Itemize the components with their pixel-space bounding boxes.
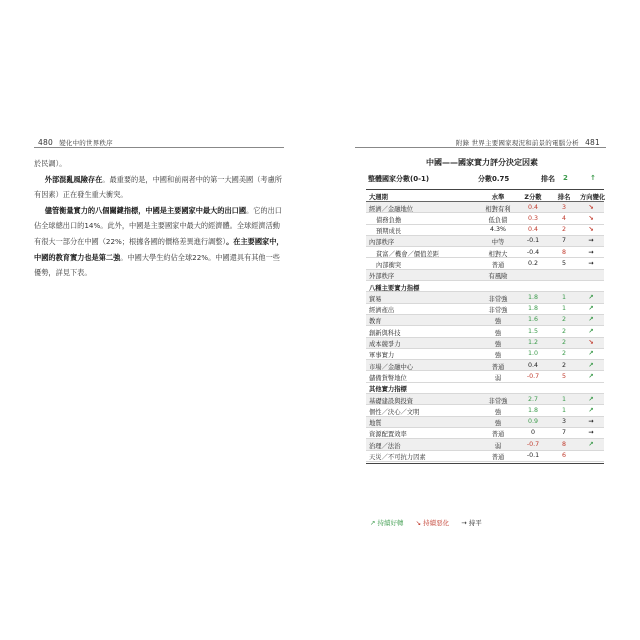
row-rank: 2 <box>561 339 566 347</box>
row-rank: 7 <box>561 237 566 245</box>
paragraph-3 <box>34 203 286 281</box>
row-level: 非常強 <box>488 307 508 315</box>
row-label: 內部衝突 <box>376 261 402 269</box>
row-z-score: 2.7 <box>527 395 538 403</box>
table-row <box>366 338 604 349</box>
row-level: 普通 <box>491 363 505 371</box>
row-level: 普通 <box>491 454 505 462</box>
row-direction-icon: ↗ <box>588 350 594 358</box>
left-page-body <box>34 156 286 281</box>
row-label: 創新與科技 <box>369 329 401 337</box>
row-direction-icon: ↗ <box>588 395 594 403</box>
paragraph-1: 於民調）。 <box>34 159 67 168</box>
row-z-score: -0.4 <box>526 248 540 256</box>
col-header-direction: 方向變化 <box>580 193 606 201</box>
row-level: 弱 <box>494 442 502 450</box>
row-rank: 2 <box>561 226 566 234</box>
row-direction-icon: ↘ <box>588 339 594 347</box>
table-row <box>366 258 604 269</box>
row-z-score: 1.8 <box>527 305 538 313</box>
row-direction-icon: → <box>588 248 594 256</box>
section-eight-header <box>366 281 604 292</box>
row-level: 中等 <box>491 239 505 247</box>
rank-value: 2 <box>563 174 568 182</box>
table-row <box>366 225 604 236</box>
row-rank: 1 <box>561 406 566 414</box>
row-rank: 8 <box>561 248 566 256</box>
row-z-score: -0.1 <box>526 452 540 460</box>
row-rank: 6 <box>561 452 566 460</box>
section-other-header <box>366 383 604 394</box>
right-appendix-label: 附錄 <box>455 139 470 147</box>
row-label: 貿易 <box>369 295 382 303</box>
row-level: 強 <box>494 408 502 416</box>
row-z-score: 0.3 <box>527 214 538 222</box>
row-direction-icon: ↗ <box>588 305 594 313</box>
row-direction-icon: ↗ <box>588 406 594 414</box>
col-header-rank: 排名 <box>557 193 571 201</box>
table-row <box>366 304 604 315</box>
row-rank: 8 <box>561 440 566 448</box>
section-eight-label: 八種主要實力指標 <box>369 284 420 292</box>
table-row <box>366 236 604 247</box>
row-rank: 4 <box>561 214 566 222</box>
row-level: 低負債 <box>488 216 508 224</box>
legend-improving: ↗ 持續好轉 <box>370 519 404 527</box>
table-row <box>366 326 604 337</box>
row-label: 地質 <box>369 420 382 428</box>
row-direction-icon: → <box>588 418 594 426</box>
table-title: 中國——國家實力評分決定因素 <box>426 158 538 167</box>
row-label: 治理／法治 <box>369 442 401 450</box>
row-label: 預期成長 <box>376 228 402 236</box>
row-label: 市場／金融中心 <box>369 363 414 371</box>
left-book-title: 變化中的世界秩序 <box>59 139 113 147</box>
row-z-score: 0 <box>530 429 535 437</box>
row-z-score: 0.9 <box>527 418 538 426</box>
row-rank: 3 <box>561 418 566 426</box>
row-level: 強 <box>494 318 502 326</box>
row-direction-icon: ↗ <box>588 372 594 380</box>
row-z-score: 1.8 <box>527 293 538 301</box>
table-legend <box>370 518 492 527</box>
row-rank: 2 <box>561 327 566 335</box>
paragraph-2 <box>34 172 286 203</box>
row-direction-icon: ↗ <box>588 293 594 301</box>
rank-label: 排名 <box>541 175 555 183</box>
row-label: 成本競爭力 <box>369 341 401 349</box>
row-rank: 7 <box>561 429 566 437</box>
group-other-indicators <box>366 394 604 462</box>
row-z-score: 0.4 <box>527 203 538 211</box>
row-z-score: -0.7 <box>526 440 540 448</box>
row-level: 強 <box>494 352 502 360</box>
table-row <box>366 270 604 281</box>
section-other-label: 其他實力指標 <box>369 386 407 394</box>
row-label: 經濟產出 <box>369 307 395 315</box>
row-rank: 1 <box>561 305 566 313</box>
table-row <box>366 428 604 439</box>
row-label: 內部秩序 <box>369 239 395 247</box>
left-page-number: 480 <box>38 138 53 147</box>
table-row <box>366 371 604 382</box>
paragraph-2-lead: 外部混亂風險存在 <box>44 174 103 184</box>
row-rank: 1 <box>561 293 566 301</box>
country-power-table <box>366 190 604 462</box>
row-level: 4.3% <box>490 226 506 234</box>
row-level: 有風險 <box>488 273 508 281</box>
row-z-score: 0.2 <box>527 259 538 267</box>
row-level: 強 <box>494 420 502 428</box>
col-header-z: Z分數 <box>524 193 542 201</box>
row-label: 經濟／金融地位 <box>369 205 414 213</box>
table-row <box>366 292 604 303</box>
row-rank: 1 <box>561 395 566 403</box>
row-direction-icon: ↗ <box>588 361 594 369</box>
paragraph-3-text-b: 。中國大學生約佔全球22%。中國還具有其他一些優勢，詳見下表。 <box>34 252 280 278</box>
row-z-score: 0.4 <box>527 226 538 234</box>
table-row <box>366 349 604 360</box>
table-row <box>366 394 604 405</box>
table-row <box>366 417 604 428</box>
row-label: 外部秩序 <box>369 273 395 281</box>
table-row <box>366 451 604 462</box>
row-z-score: 1.8 <box>527 406 538 414</box>
table-bottom-rule <box>366 463 604 464</box>
row-rank: 2 <box>561 361 566 369</box>
table-summary <box>368 174 606 188</box>
row-label: 儲備貨幣地位 <box>369 374 407 382</box>
row-level: 相對大 <box>488 250 508 258</box>
row-label: 天災／不可抗力因素 <box>369 454 426 462</box>
row-rank: 2 <box>561 316 566 324</box>
rank-up-icon: ↑ <box>590 174 596 182</box>
row-level: 強 <box>494 329 502 337</box>
table-row <box>366 247 604 258</box>
overall-score-label: 整體國家分數(0-1) <box>368 175 430 183</box>
row-level: 普通 <box>491 261 505 269</box>
row-label: 軍事實力 <box>369 352 395 360</box>
table-row <box>366 213 604 224</box>
score-value: 分數0.75 <box>478 175 510 183</box>
row-rank: 2 <box>561 350 566 358</box>
right-running-header <box>456 138 604 147</box>
row-label: 基礎建設與投資 <box>369 397 414 405</box>
row-level: 普通 <box>491 431 505 439</box>
paragraph-3-bold-2: 。在主要國家中，中國的教育實力也是第二強 <box>34 236 284 262</box>
paragraph-2-text: 。最重要的是，中國和前兩者中的第一大國美國（考慮所有因素）正在發生重大衝突。 <box>34 174 282 200</box>
right-page-number: 481 <box>585 138 600 147</box>
row-level: 非常強 <box>488 295 508 303</box>
legend-flat: → 持平 <box>461 519 482 527</box>
right-chapter-title: 世界主要國家現況和前景的電腦分析 <box>471 139 579 147</box>
col-header-label: 大週期 <box>369 193 388 201</box>
row-z-score: 1.0 <box>527 350 538 358</box>
table-row <box>366 315 604 326</box>
row-direction-icon: ↘ <box>588 226 594 234</box>
row-label: 教育 <box>369 318 382 326</box>
row-z-score: 0.4 <box>527 361 538 369</box>
row-direction-icon: ↘ <box>588 214 594 222</box>
table-row <box>366 439 604 450</box>
row-label: 債務負擔 <box>376 216 402 224</box>
row-z-score: -0.7 <box>526 372 540 380</box>
row-direction-icon: ↗ <box>588 316 594 324</box>
left-running-header <box>34 138 113 147</box>
row-level: 相對有利 <box>485 205 511 213</box>
row-label: 貧富／機會／價值差距 <box>376 250 439 258</box>
col-header-level: 水準 <box>491 193 505 201</box>
row-level: 非常強 <box>488 397 508 405</box>
row-direction-icon: → <box>588 429 594 437</box>
row-direction-icon: → <box>588 259 594 267</box>
table-header-row <box>366 190 604 202</box>
group-big-cycle <box>366 202 604 281</box>
row-direction-icon: → <box>588 237 594 245</box>
row-rank: 3 <box>561 203 566 211</box>
paragraph-3-lead: 儘管衡量實力的八個關鍵指標，中國是主要國家中最大的出口國 <box>44 205 247 215</box>
row-z-score: 1.6 <box>527 316 538 324</box>
row-z-score: 1.2 <box>527 339 538 347</box>
paragraph-3-text-a: 。它的出口佔全球總出口的14%。此外，中國是主要國家中最大的經濟體。全球經濟活動有很大一部分在中國（22%；根據各國的價格差異進行調整） <box>34 205 282 246</box>
row-rank: 5 <box>561 259 566 267</box>
table-row <box>366 202 604 213</box>
row-rank: 5 <box>561 372 566 380</box>
row-z-score: -0.1 <box>526 237 540 245</box>
row-level: 強 <box>494 341 502 349</box>
row-label: 資源配置效率 <box>369 431 407 439</box>
right-header-rule <box>355 147 606 148</box>
table-row <box>366 405 604 416</box>
table-row <box>366 360 604 371</box>
legend-worsening: ↘ 持續惡化 <box>415 519 450 527</box>
row-direction-icon: ↗ <box>588 440 594 448</box>
group-eight-indicators <box>366 292 604 382</box>
row-direction-icon: ↘ <box>588 203 594 211</box>
row-z-score: 1.5 <box>527 327 538 335</box>
row-label: 個性／決心／文明 <box>369 408 420 416</box>
row-direction-icon: ↗ <box>588 327 594 335</box>
left-header-rule <box>34 147 284 148</box>
row-level: 弱 <box>494 374 502 382</box>
